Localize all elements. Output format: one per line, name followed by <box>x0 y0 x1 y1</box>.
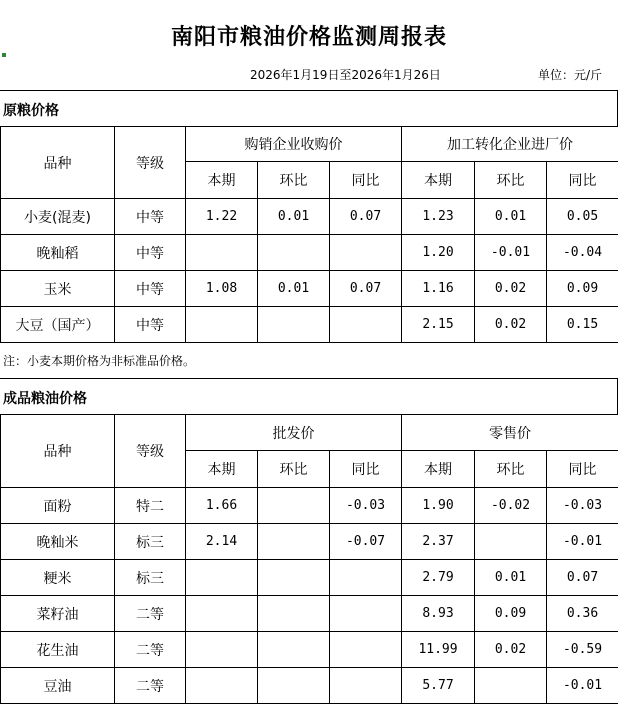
price-cell <box>186 596 258 632</box>
price-cell: 2.15 <box>402 307 475 343</box>
price-cell: 0.36 <box>547 596 618 632</box>
price-cell <box>186 668 258 704</box>
grade-cell: 中等 <box>115 271 186 307</box>
header-yoy: 同比 <box>547 162 618 199</box>
price-cell <box>330 668 402 704</box>
price-cell: 1.66 <box>186 488 258 524</box>
price-cell: 0.15 <box>547 307 618 343</box>
price-cell: 0.07 <box>330 199 402 235</box>
table-row <box>1 668 618 704</box>
date-range: 2026年1月19日至2026年1月26日 <box>250 66 441 83</box>
header-mom: 环比 <box>258 451 330 488</box>
grade-cell: 中等 <box>115 199 186 235</box>
price-cell: -0.04 <box>547 235 618 271</box>
price-cell <box>258 668 330 704</box>
variety-cell: 粳米 <box>1 560 115 596</box>
price-cell: -0.07 <box>330 524 402 560</box>
divider <box>0 378 618 379</box>
header-factory-price: 加工转化企业进厂价 <box>402 127 618 162</box>
price-cell: 0.02 <box>475 271 547 307</box>
header-mom: 环比 <box>258 162 330 199</box>
table-row <box>1 560 618 596</box>
price-cell: -0.01 <box>547 668 618 704</box>
price-cell <box>258 307 330 343</box>
grade-cell: 标三 <box>115 524 186 560</box>
price-cell <box>330 632 402 668</box>
table-row <box>1 488 618 524</box>
grade-cell: 中等 <box>115 307 186 343</box>
header-retail-price: 零售价 <box>402 415 618 451</box>
finished-section-title: 成品粮油价格 <box>0 388 618 408</box>
price-cell <box>258 488 330 524</box>
price-cell <box>258 524 330 560</box>
grade-cell: 二等 <box>115 668 186 704</box>
variety-cell: 豆油 <box>1 668 115 704</box>
header-yoy: 同比 <box>547 451 618 488</box>
grade-cell: 中等 <box>115 235 186 271</box>
variety-cell: 菜籽油 <box>1 596 115 632</box>
header-grade: 等级 <box>115 415 186 488</box>
price-cell: 1.23 <box>402 199 475 235</box>
header-wholesale-price: 批发价 <box>186 415 402 451</box>
grain-section-title: 原粮价格 <box>0 100 618 120</box>
price-cell <box>330 235 402 271</box>
price-cell: 2.79 <box>402 560 475 596</box>
price-cell <box>258 560 330 596</box>
table-row <box>1 235 618 271</box>
header-yoy: 同比 <box>330 451 402 488</box>
header-variety: 品种 <box>1 415 115 488</box>
unit-label: 单位：元/斤 <box>538 66 602 83</box>
price-cell: -0.03 <box>330 488 402 524</box>
grade-cell: 标三 <box>115 560 186 596</box>
cell-marker-icon <box>2 53 6 57</box>
finished-price-table <box>0 414 618 704</box>
price-cell: 1.22 <box>186 199 258 235</box>
price-cell: -0.01 <box>547 524 618 560</box>
price-cell <box>258 632 330 668</box>
price-cell <box>186 235 258 271</box>
price-cell <box>330 596 402 632</box>
price-cell: 1.90 <box>402 488 475 524</box>
price-cell <box>186 560 258 596</box>
price-cell <box>258 235 330 271</box>
price-cell: 5.77 <box>402 668 475 704</box>
price-cell <box>330 560 402 596</box>
price-cell: 2.37 <box>402 524 475 560</box>
price-cell: 0.02 <box>475 632 547 668</box>
variety-cell: 晚籼米 <box>1 524 115 560</box>
header-variety: 品种 <box>1 127 115 199</box>
footnote: 注：小麦本期价格为非标准品价格。 <box>3 352 195 369</box>
header-current: 本期 <box>402 162 475 199</box>
price-cell: 0.01 <box>258 271 330 307</box>
price-cell <box>330 307 402 343</box>
price-cell <box>258 596 330 632</box>
price-cell: 0.02 <box>475 307 547 343</box>
header-mom: 环比 <box>475 451 547 488</box>
price-cell <box>475 668 547 704</box>
table-row <box>1 596 618 632</box>
grain-price-table <box>0 126 618 343</box>
price-cell: -0.03 <box>547 488 618 524</box>
variety-cell: 玉米 <box>1 271 115 307</box>
price-cell <box>186 632 258 668</box>
price-cell: 8.93 <box>402 596 475 632</box>
report-title: 南阳市粮油价格监测周报表 <box>0 20 618 51</box>
price-cell: 1.20 <box>402 235 475 271</box>
table-row <box>1 199 618 235</box>
grade-cell: 特二 <box>115 488 186 524</box>
variety-cell: 小麦(混麦) <box>1 199 115 235</box>
table-row <box>1 307 618 343</box>
price-cell <box>475 524 547 560</box>
header-current: 本期 <box>402 451 475 488</box>
price-cell: 0.01 <box>475 199 547 235</box>
price-cell: -0.59 <box>547 632 618 668</box>
price-cell: 1.16 <box>402 271 475 307</box>
price-cell: 0.09 <box>475 596 547 632</box>
price-cell: 0.01 <box>475 560 547 596</box>
header-grade: 等级 <box>115 127 186 199</box>
price-cell: 2.14 <box>186 524 258 560</box>
price-cell: 1.08 <box>186 271 258 307</box>
header-mom: 环比 <box>475 162 547 199</box>
table-row <box>1 271 618 307</box>
price-cell: 0.09 <box>547 271 618 307</box>
variety-cell: 花生油 <box>1 632 115 668</box>
grade-cell: 二等 <box>115 632 186 668</box>
grade-cell: 二等 <box>115 596 186 632</box>
divider <box>0 90 618 91</box>
header-current: 本期 <box>186 162 258 199</box>
price-cell <box>186 307 258 343</box>
header-purchase-price: 购销企业收购价 <box>186 127 402 162</box>
price-cell: -0.01 <box>475 235 547 271</box>
header-yoy: 同比 <box>330 162 402 199</box>
price-cell: 0.05 <box>547 199 618 235</box>
variety-cell: 面粉 <box>1 488 115 524</box>
table-row <box>1 524 618 560</box>
price-cell: 0.07 <box>547 560 618 596</box>
header-current: 本期 <box>186 451 258 488</box>
price-cell: -0.02 <box>475 488 547 524</box>
table-row <box>1 632 618 668</box>
price-cell: 0.07 <box>330 271 402 307</box>
variety-cell: 大豆（国产） <box>1 307 115 343</box>
price-cell: 0.01 <box>258 199 330 235</box>
variety-cell: 晚籼稻 <box>1 235 115 271</box>
price-cell: 11.99 <box>402 632 475 668</box>
